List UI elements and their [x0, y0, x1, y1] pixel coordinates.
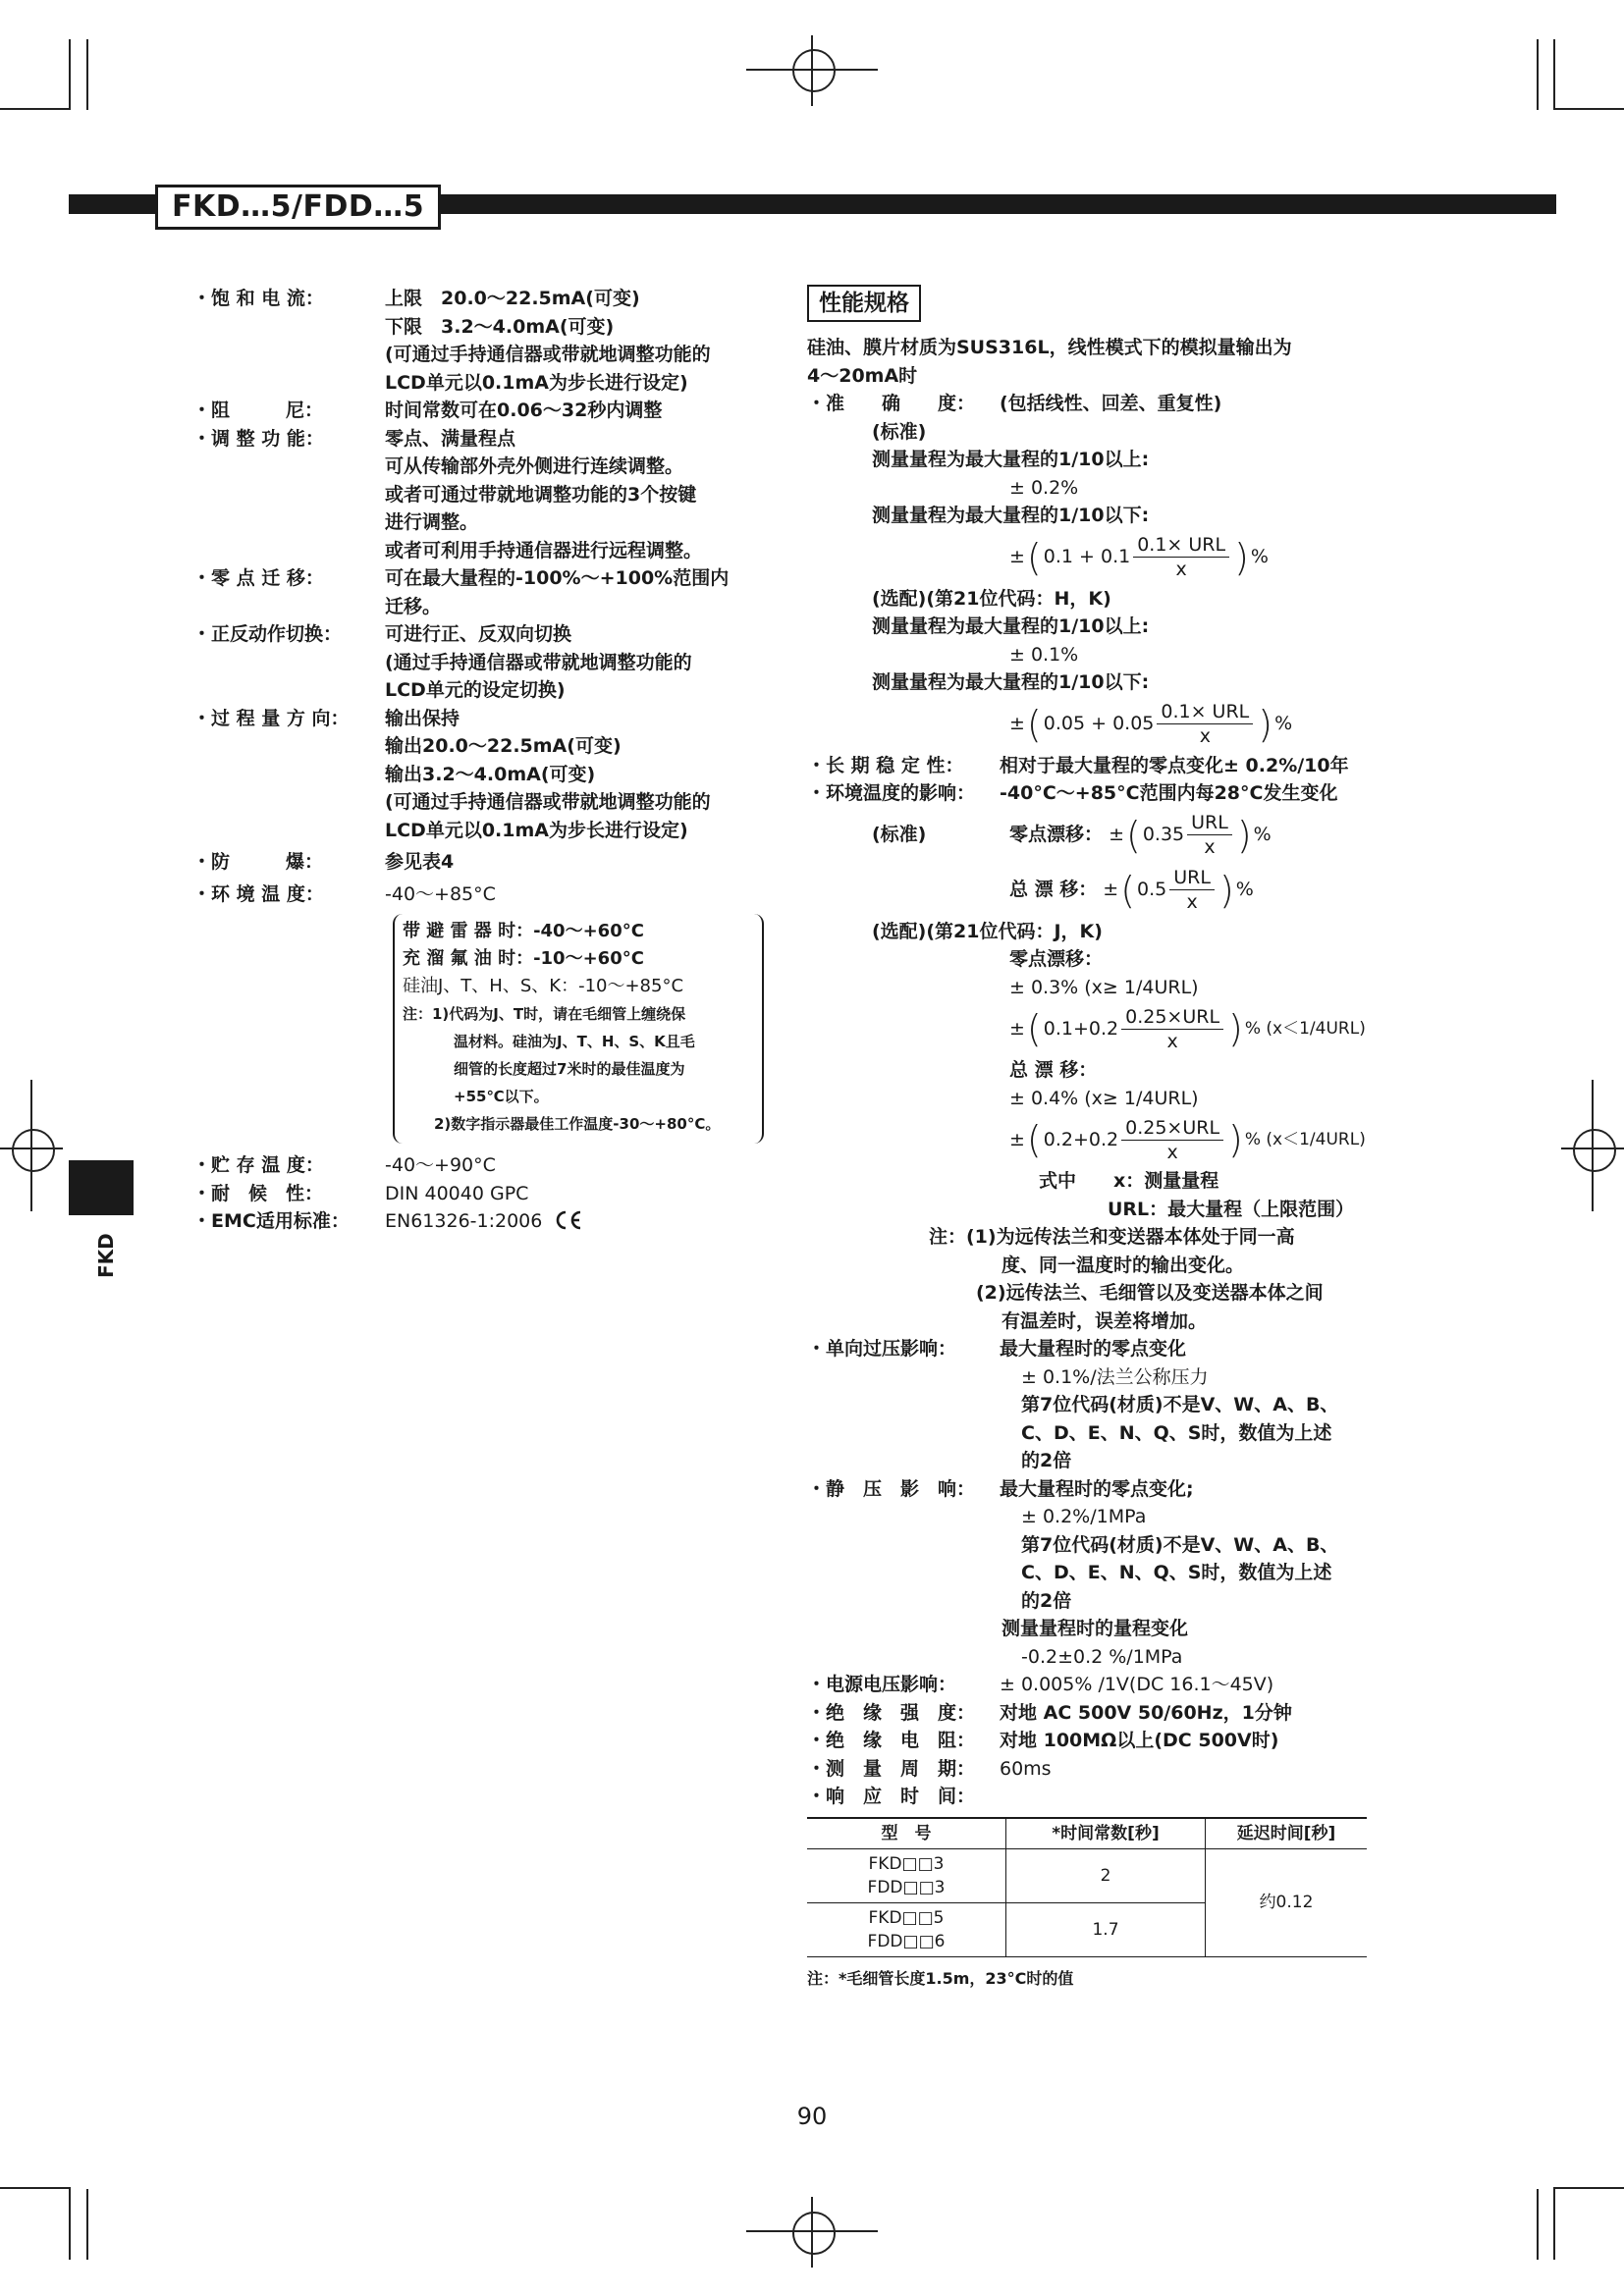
registration-mark: [30, 1080, 32, 1211]
spec-insulation-resistance: [807, 1727, 1377, 1755]
formula-where-1: 式中 x：测量量程: [1039, 1170, 1219, 1192]
spec-value: 迁移。: [385, 595, 442, 617]
spec-label: ・环境温度的影响：: [807, 782, 976, 804]
registration-mark: [1573, 1129, 1616, 1172]
spec-value: LCD单元以0.1mA为步长进行设定): [385, 819, 688, 841]
note-line: 2)数字指示器最佳工作温度-30～+80°C。: [434, 1115, 721, 1133]
spec-zero-shift: [192, 564, 762, 620]
crop-mark: [86, 2189, 88, 2260]
spec-value: 的2倍: [1021, 1450, 1072, 1471]
spec-label: ・静 压 影 响：: [807, 1477, 976, 1500]
accuracy-std-under: 测量量程为最大量程的1/10以下:: [872, 505, 1150, 526]
ambient-note: (2)远传法兰、毛细管以及变送器本体之间: [976, 1282, 1324, 1304]
spec-value: 60ms: [1000, 1757, 1052, 1780]
accuracy-std-formula: ± ( 0.1 + 0.1 $\frac{\text{0.1× URL}}{x}$ ) %: [1009, 534, 1269, 580]
spec-explosion-proof: [192, 848, 762, 877]
side-tab: [69, 1160, 134, 1215]
spec-value: 可进行正、反双向切换: [385, 623, 572, 645]
accuracy-standard: (标准): [872, 420, 927, 443]
spec-value: (可通过手持通信器或带就地调整功能的: [385, 791, 711, 813]
ambient-note: 有温差时，误差将增加。: [1001, 1309, 1208, 1332]
ambient-opt-total-formula: ± ( 0.2+0.2 $\frac{\text{0.25×URL}}{x}$ ) % (x＜1/4URL): [1009, 1116, 1366, 1163]
crop-mark: [1553, 39, 1555, 110]
spec-value: 最大量程时的零点变化: [1000, 1338, 1187, 1360]
header-title: FKD…5/FDD…5: [155, 185, 441, 230]
spec-value: ± 0.005% /1V(DC 16.1～45V): [1000, 1674, 1274, 1695]
spec-value: LCD单元的设定切换): [385, 679, 566, 701]
spec-value: 可在最大量程的-100%～+100%范围内: [385, 567, 730, 589]
table-header-row: [807, 1818, 1367, 1849]
spec-emc: [192, 1207, 762, 1236]
spec-value: 测量量程时的量程变化: [1001, 1618, 1189, 1639]
accuracy-opt-formula: ± ( 0.05 + 0.05 $\frac{\text{0.1× URL}}{x}$ ) %: [1009, 701, 1293, 747]
crop-mark: [0, 108, 71, 110]
spec-ambient-effect: [807, 779, 1377, 808]
spec-value: ± 0.2%/1MPa: [1021, 1506, 1147, 1527]
accuracy-opt-over-value: ± 0.1%: [1009, 643, 1079, 666]
spec-static-pressure: [807, 1475, 1377, 1504]
table-note: 注：*毛细管长度1.5m，23°C时的值: [807, 1968, 1074, 1988]
table-row: [807, 1848, 1367, 1902]
crop-mark: [1553, 108, 1624, 110]
crop-mark: [69, 2189, 71, 2260]
spec-value: 零点、满量程点: [385, 427, 516, 450]
spec-value: LCD单元以0.1mA为步长进行设定): [385, 371, 688, 394]
spec-adjustment: [192, 425, 762, 565]
spec-direction-switch: [192, 620, 762, 705]
registration-mark: [792, 2212, 836, 2255]
spec-overpressure: [807, 1335, 1377, 1363]
spec-value: (可通过手持通信器或带就地调整功能的: [385, 344, 711, 365]
spec-label: ・饱 和 电 流：: [192, 288, 324, 309]
table-cell-model: FKD□□5 FDD□□6: [807, 1902, 1006, 1956]
crop-mark: [1537, 39, 1539, 110]
spec-value: 或者可通过带就地调整功能的3个按键: [385, 483, 697, 506]
spec-label: ・绝 缘 电 阻：: [807, 1730, 976, 1751]
spec-insulation-strength: [807, 1699, 1377, 1728]
spec-process-direction: [192, 705, 762, 845]
table-header: *时间常数[秒]: [1006, 1818, 1206, 1849]
note-line: 充 溜 氟 油 时：-10～+60°C: [403, 948, 644, 969]
ambient-opt-total-line: ± 0.4% (x≥ 1/4URL): [1009, 1087, 1199, 1109]
spec-value: 参见表4: [385, 851, 455, 873]
spec-label: ・绝 缘 强 度：: [807, 1701, 976, 1724]
spec-value: 时间常数可在0.06～32秒内调整: [385, 400, 663, 421]
ambient-opt-zero-label: 零点漂移：: [1009, 948, 1104, 970]
spec-damping: [192, 397, 762, 425]
ambient-note: 注：(1)为远传法兰和变送器本体处于同一高: [929, 1226, 1295, 1248]
spec-value: C、D、E、N、Q、S时，数值为上述: [1021, 1562, 1332, 1583]
ambient-temp-note-box: [393, 914, 764, 1144]
table-cell-model: FKD□□3 FDD□□3: [807, 1848, 1006, 1902]
spec-label: ・准 确 度：: [807, 393, 976, 414]
crop-mark: [1553, 2187, 1624, 2189]
spec-value: -40°C～+85°C范围内每28°C发生变化: [1000, 782, 1338, 804]
registration-mark: [811, 35, 813, 106]
crop-mark: [69, 39, 71, 110]
spec-value: (包括线性、回差、重复性): [1000, 393, 1222, 414]
spec-label: ・测 量 周 期：: [807, 1757, 976, 1780]
spec-value: 对地 AC 500V 50/60Hz，1分钟: [1000, 1701, 1292, 1724]
table-header: 型 号: [807, 1818, 1006, 1849]
crop-mark: [86, 39, 88, 110]
spec-label: ・零 点 迁 移：: [192, 567, 324, 589]
spec-value: C、D、E、N、Q、S时，数值为上述: [1021, 1421, 1332, 1444]
spec-value: 输出保持: [385, 707, 460, 729]
spec-label: ・电源电压影响：: [807, 1674, 957, 1695]
spec-label: ・正反动作切换：: [192, 623, 343, 645]
spec-value: 输出3.2～4.0mA(可变): [385, 763, 596, 785]
spec-label: ・耐 候 性：: [192, 1182, 324, 1204]
table-cell-time-constant: 2: [1006, 1848, 1206, 1902]
spec-value: (通过手持通信器或带就地调整功能的: [385, 651, 692, 673]
registration-mark: [12, 1129, 55, 1172]
spec-value: 进行调整。: [385, 511, 479, 533]
ambient-total-drift: 总 漂 移： ± ( 0.5 $\frac{\text{URL}}{x}$ ) %: [1009, 867, 1254, 913]
spec-long-term-stability: [807, 752, 1377, 780]
spec-value: 第7位代码(材质)不是V、W、A、B、: [1021, 1394, 1339, 1415]
spec-value: 上限 20.0～22.5mA(可变): [385, 288, 640, 309]
spec-value: 相对于最大量程的零点变化± 0.2%/10年: [1000, 754, 1349, 776]
spec-label: ・防 爆：: [192, 851, 324, 873]
note-line: 温材料。硅油为J、T、H、S、K且毛: [454, 1033, 695, 1050]
intro-line: 4～20mA时: [807, 364, 918, 387]
registration-mark: [792, 49, 836, 92]
ambient-opt-total-label: 总 漂 移：: [1009, 1059, 1098, 1081]
spec-value: EN61326-1:2006: [385, 1210, 543, 1232]
table-header: 延迟时间[秒]: [1206, 1818, 1368, 1849]
accuracy-std-over: 测量量程为最大量程的1/10以上:: [872, 449, 1150, 470]
spec-label: ・长 期 稳 定 性：: [807, 754, 964, 776]
accuracy-option: (选配)(第21位代码：H，K): [872, 587, 1111, 610]
table-cell-time-constant: 1.7: [1006, 1902, 1206, 1956]
formula-where-2: URL：最大量程（上限范围）: [1108, 1198, 1355, 1220]
ambient-option: (选配)(第21位代码：J，K): [872, 920, 1103, 942]
registration-mark: [811, 2197, 813, 2268]
spec-label: ・调 整 功 能：: [192, 427, 324, 450]
ambient-note: 度、同一温度时的输出变化。: [1001, 1254, 1245, 1276]
spec-label: ・过 程 量 方 向：: [192, 707, 350, 729]
spec-value: -40～+85°C: [385, 882, 496, 905]
spec-value: 对地 100MΩ以上(DC 500V时): [1000, 1730, 1279, 1751]
spec-storage-temp: [192, 1151, 762, 1180]
note-line: 硅油J、T、H、S、K：-10～+85°C: [403, 976, 684, 996]
note-line: +55℃以下。: [454, 1088, 549, 1105]
spec-response-time: [807, 1783, 1377, 1811]
crop-mark: [0, 2187, 71, 2189]
note-line: 注：1)代码为J、T时，请在毛细管上缠绕保: [403, 1005, 686, 1023]
left-column: [192, 285, 762, 1236]
spec-label: ・贮 存 温 度：: [192, 1154, 324, 1176]
spec-measure-cycle: [807, 1755, 1377, 1784]
ambient-opt-zero-line: ± 0.3% (x≥ 1/4URL): [1009, 976, 1199, 998]
spec-value: 或者可利用手持通信器进行远程调整。: [385, 539, 703, 561]
spec-value: ± 0.1%/法兰公称压力: [1021, 1365, 1209, 1388]
note-line: 细管的长度超过7米时的最佳温度为: [454, 1060, 685, 1078]
spec-supply-voltage: [807, 1671, 1377, 1699]
note-line: 带 避 雷 器 时：-40～+60°C: [403, 921, 644, 941]
spec-value: 最大量程时的零点变化;: [1000, 1477, 1194, 1500]
crop-mark: [1537, 2189, 1539, 2260]
spec-saturation-current: [192, 285, 762, 397]
page-number: 90: [796, 2103, 828, 2130]
right-column: [807, 285, 1377, 1993]
accuracy-std-over-value: ± 0.2%: [1009, 476, 1079, 499]
spec-label: ・单向过压影响：: [807, 1338, 957, 1360]
spec-value: 输出20.0～22.5mA(可变): [385, 735, 622, 757]
spec-label: ・EMC适用标准：: [192, 1210, 350, 1232]
spec-ambient-temp: [192, 881, 762, 909]
spec-value: 可从传输部外壳外侧进行连续调整。: [385, 455, 684, 477]
spec-weather: [192, 1180, 762, 1208]
spec-value: DIN 40040 GPC: [385, 1182, 529, 1204]
accuracy-opt-under: 测量量程为最大量程的1/10以下:: [872, 671, 1150, 693]
section-heading: 性能规格: [807, 285, 921, 322]
spec-value: -0.2±0.2 %/1MPa: [1021, 1645, 1183, 1668]
crop-mark: [1553, 2189, 1555, 2260]
ambient-zero-drift: (标准) 零点漂移： ± ( 0.35 $\frac{\text{URL}}{x}$ ) %: [872, 812, 1272, 858]
spec-accuracy: [807, 390, 1377, 418]
spec-label: ・阻 尼：: [192, 400, 324, 421]
table-cell-delay: 约0.12: [1206, 1848, 1368, 1956]
spec-label: ・环 境 温 度：: [192, 882, 324, 905]
accuracy-opt-over: 测量量程为最大量程的1/10以上:: [872, 615, 1150, 637]
spec-value: -40～+90°C: [385, 1154, 496, 1176]
ambient-opt-zero-formula: ± ( 0.1+0.2 $\frac{\text{0.25×URL}}{x}$ ) % (x＜1/4URL): [1009, 1005, 1366, 1052]
response-time-table: [807, 1817, 1367, 1957]
intro-line: 硅油、膜片材质为SUS316L，线性模式下的模拟量输出为: [807, 337, 1292, 358]
spec-value: 下限 3.2～4.0mA(可变): [385, 315, 615, 338]
ce-mark-icon: [554, 1210, 583, 1230]
spec-label: ・响 应 时 间：: [807, 1786, 976, 1807]
registration-mark: [1592, 1080, 1594, 1211]
side-tab-label: FKD: [94, 1233, 118, 1278]
spec-value: 第7位代码(材质)不是V、W、A、B、: [1021, 1533, 1339, 1556]
spec-value: 的2倍: [1021, 1589, 1072, 1612]
